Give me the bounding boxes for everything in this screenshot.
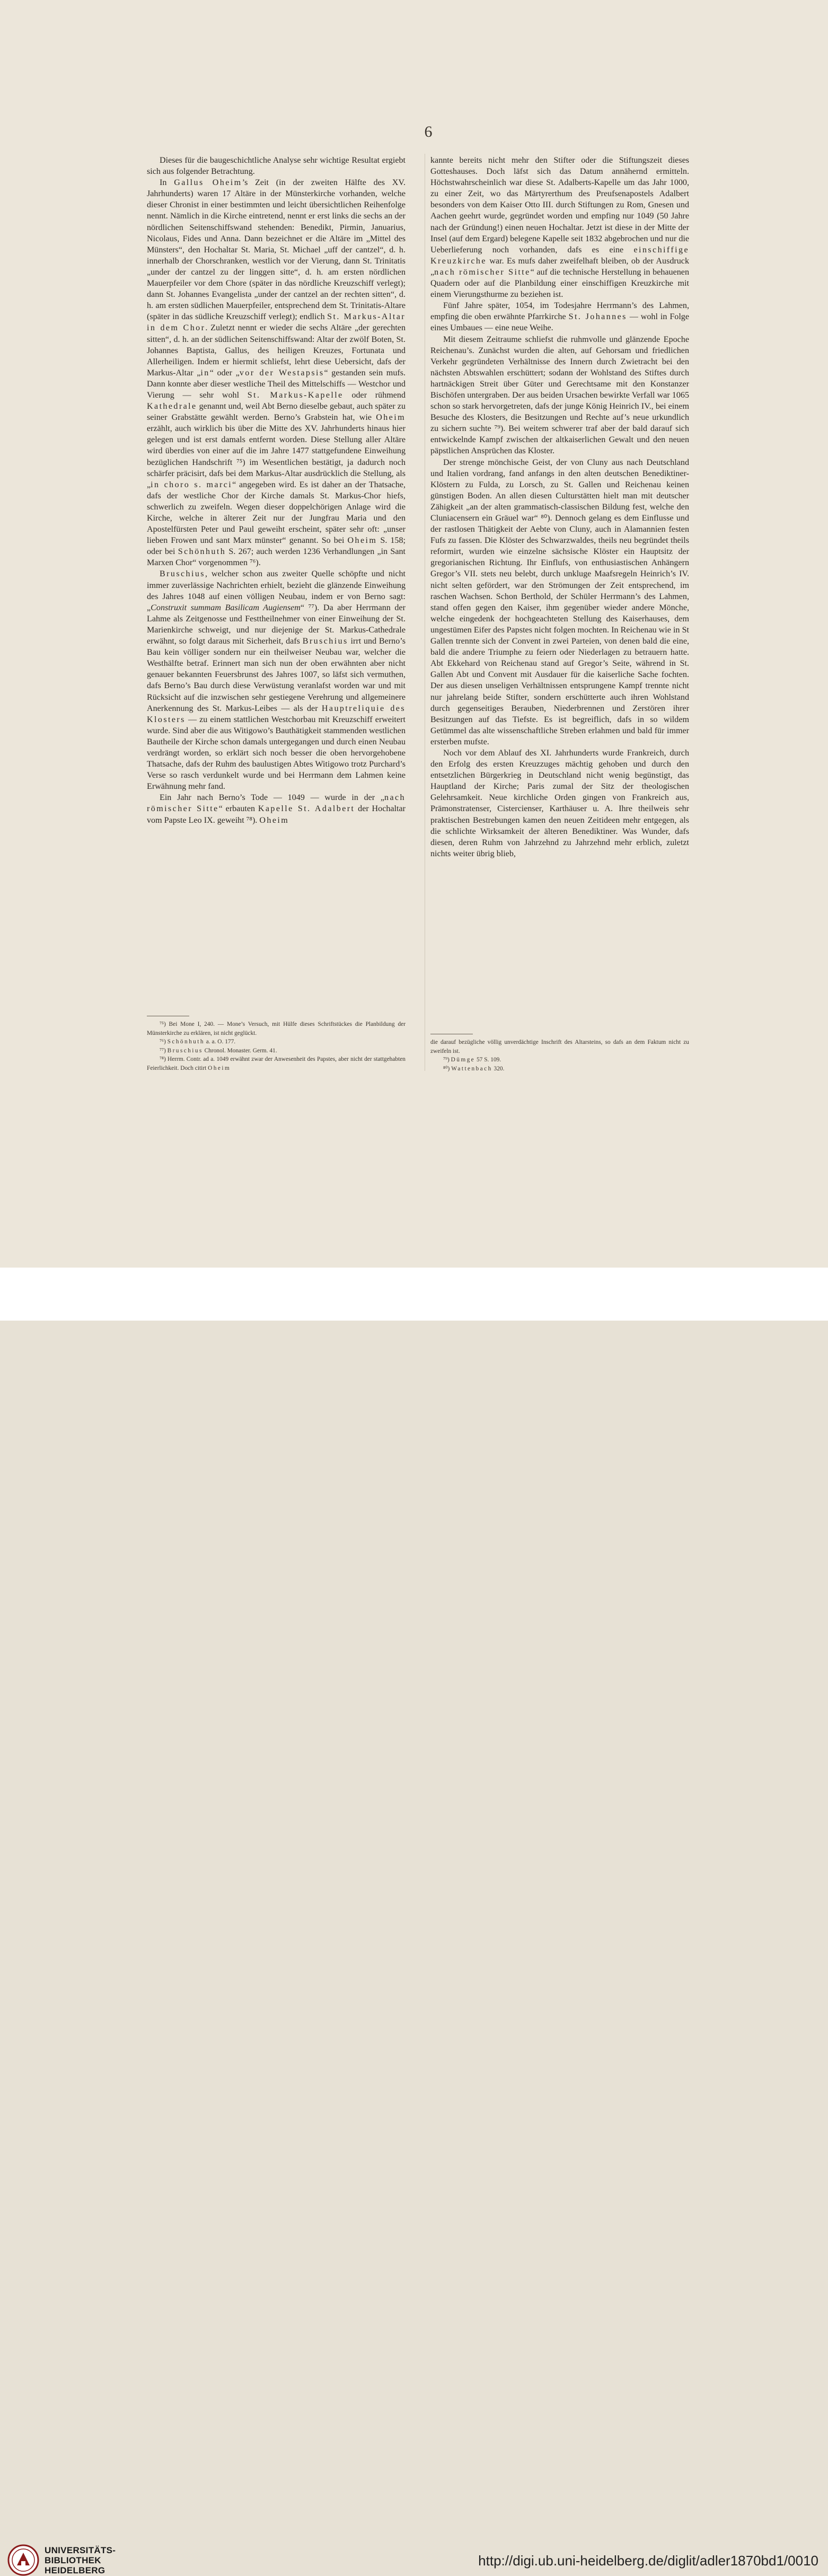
paragraph xyxy=(147,792,406,825)
text-run: 320. xyxy=(492,1065,505,1072)
footnote xyxy=(147,1047,406,1056)
text-run: “ angegeben wird. Es ist daher an der Thatsache, dafs der westliche Chor der Kirche damals St. Markus-Chor hiefs, schwerlich zu zweifeln. Wegen dieser doppelchörigen Anlage wird die Kirche, welche in älterer Zeit nur der Jungfrau Maria und den Apostelfürsten Peter und Paul geweiht erscheint, später sehr oft: „unser lieben Frowen und sant Marx münster“ genannt. So bei xyxy=(147,480,406,546)
text-run: Dieses für die baugeschichtliche Analyse sehr wichtige Resultat ergiebt sich aus folgender Betrachtung. xyxy=(147,156,406,177)
logo-line: BIBLIOTHEK xyxy=(45,2555,101,2565)
spaced-emphasis: Kapelle St. Adalbert xyxy=(258,804,355,814)
spaced-emphasis: nach römischer Sitte xyxy=(434,267,531,277)
spaced-emphasis: vor der Westapsis xyxy=(239,368,324,377)
right-text-column xyxy=(430,155,689,859)
paragraph xyxy=(147,155,406,177)
spaced-emphasis: Oheim xyxy=(376,413,406,423)
viewer-footer xyxy=(0,1268,828,2575)
library-logo-text xyxy=(45,2545,116,2575)
spaced-emphasis: Bruschius xyxy=(302,637,348,646)
spaced-emphasis: Kathedrale xyxy=(147,402,197,411)
paragraph xyxy=(430,334,689,457)
text-run: ⁸⁰) xyxy=(443,1065,452,1072)
spaced-emphasis: Schönhuth xyxy=(178,547,226,557)
text-run: “ erbauten xyxy=(218,804,258,814)
paragraph xyxy=(430,748,689,859)
text-run: genannt und, weil Abt Berno dieselbe gebaut, auch später zu seiner Grabstätte gewählt werden. Berno’s Grabstein hat, wie xyxy=(147,402,406,423)
text-run: ’s Zeit (in der zweiten Hälfte des XV. Jahrhunderts) waren 17 Altäre in der Münsterkirche vorhanden, welche dieser Chronist in einer bestimmten und leicht übersichtlichen Reihenfolge nennt. Nämlich in die Kirche eintretend, nennt er erst links die sechs an der nördlichen Seitenschiffswand stehenden: Benedikt, Pirmin, Januarius, Nicolaus, Fides und Anna. Dann bezeichnet er die Altäre im „Mittel des Münsters“, den Hochaltar St. Maria, St. Michael „uff der cantzel“, d. h. innerhalb der Chorschranken, westlich vor der Vierung, dann St. Trinitatis „under der cantzel zu der linggen sitte“, d. h. am ersten nördlichen Mauerpfeiler vor dem Chore (später in das nördliche Kreuzschiff verlegt); dann St. Johannes Evangelista „under der cantzel an der rechten sitten“, d. h. am ersten südlichen Mauerpfeiler, entsprechend dem St. Trinitatis-Altare (später in das südliche Kreuzschiff verlegt); endlich xyxy=(147,178,406,322)
left-footnotes xyxy=(147,1020,406,1073)
footnote xyxy=(147,1038,406,1047)
paragraph xyxy=(147,177,406,568)
text-run: Chronol. Monaster. Germ. 41. xyxy=(202,1047,277,1054)
text-run: ⁷⁷) xyxy=(160,1047,168,1054)
university-seal-icon xyxy=(7,2544,39,2576)
text-run: “ auf die technische Herstellung in behauenen Quadern oder auf die Planbildung einer einschiffigen Kreuzkirche mit einem Vierungsthurme zu beziehen ist. xyxy=(430,267,689,300)
text-run: erzählt, auch wirklich bis über die Mitte des XV. Jahrhunderts hinaus hier gelegen und ist erst damals entfernt worden. Diese Stellung aller Altäre wird überdies von einer auf die im Jahre 1477 stattgefundene Einweihung bezüglichen Handschrift ⁷⁵) im Wesentlichen bestätigt, ja dadurch noch schärfer präcisirt, dafs bei dem Markus-Altar ausdrücklich die Stellung, als „ xyxy=(147,424,406,489)
spaced-emphasis: nach römischer Sitte xyxy=(147,793,406,814)
text-run: der Hochaltar vom Papste Leo IX. geweiht ⁷⁸). xyxy=(147,804,406,825)
text-run: irrt und Berno’s Bau kein völliger sondern nur ein theilweiser Neubau war, welcher die Westhälfte betraf. Erinnert man sich nun der oben erwähnten aber nicht genauer bekannten Feuersbrunst des Jahres 1007, so läfst sich vermuthen, dafs Berno’s Bau durch diese Verwüstung veranlafst worden war und mit Rücksicht auf die inzwischen sehr gestiegene Verehrung und allgemeinere Anerkennung des St. Markus-Leibes — als der xyxy=(147,637,406,713)
text-run: “ oder „ xyxy=(209,368,240,377)
text-run: Noch vor dem Ablauf des XI. Jahrhunderts wurde Frankreich, durch den Erfolg des ersten Kreuzzuges mächtig gehoben und durch den entsetzlichen Bürgerkrieg in Deutschland nicht wenig begünstigt, das Hauptland der Kirche; Paris zumal der Sitz der theologischen Gelehrsamkeit. Neue kirchliche Orden gingen von Frankreich aus, Prämonstratenser, Cistercienser, Karthäuser u. A. Ihre theilweis sehr praktischen Bestrebungen kamen den neuen Zeitideen mehr entgegen, als die schlichte Wirksamkeit der älteren Benediktiner. Was Wunder, dafs diesen, deren Ruhm von Jahrzehnd zu Jahrzehnd mehr erblich, zuletzt nichts weiter übrig blieb, xyxy=(430,748,689,858)
spaced-emphasis: St. Markus-Kapelle xyxy=(247,390,343,400)
spaced-emphasis: in choro s. marci xyxy=(151,480,233,489)
footnote xyxy=(147,1055,406,1072)
text-run: die darauf bezügliche völlig unverdächtige Inschrift des Altarsteins, so dafs an dem Faktum nicht zu zweifeln ist. xyxy=(430,1039,689,1054)
spaced-emphasis: Schönhuth xyxy=(167,1039,205,1045)
text-run: . Zuletzt nennt er wieder die sechs Altäre „der gerechten sitten“, d. h. an der südlichen Seitenschiffswand: Altar der zwölf Boten, St. Johannes Baptista, Gallus, des heiligen Kreuzes, Fortunata und Allerheiligen. Indem er hiermit schliefst, lehrt diese Uebersicht, dafs der Markus-Altar „ xyxy=(147,323,406,377)
spaced-emphasis: St. Johannes xyxy=(568,312,627,322)
text-run: Fünf Jahre später, 1054, im Todesjahre Herrmann’s des Lahmen, empfing die oben erwähnte Pfarrkirche xyxy=(430,301,689,322)
text-run: — zu einem stattlichen Westchorbau mit Kreuzschiff erweitert wurde. Sind aber die aus Witigowo’s Bauthätigkeit stammenden westlichen Bautheile der Kirche schon damals untergegangen und durch einen Neubau verdrängt worden, so erklärt sich noch besser die oben hervorgehobene Thatsache, dafs der Ruhm des baulustigen Abtes Witigowo trotz Purchard’s Verse so rasch verdunkelt wurde und bei Herrmann dem Lahmen keine Erwähnung mehr fand. xyxy=(147,715,406,792)
text-run: Mit diesem Zeitraume schliefst die ruhmvolle und glänzende Epoche Reichenau’s. Zunächst wurden die alten, auf Gehorsam und friedlichen Verkehr gegründeten Verhältnisse des Innern durch Zwietracht bei den nächsten Abtswahlen erschüttert; sodann der Wohlstand des Stiftes durch hartnäckigen Streit über Güter und Gerechtsame mit den Konstanzer Bischöfen untergraben. Der aus beiden Ursachen bewirkte Verfall war 1065 schon so stark hervorgetreten, dafs der junge König Heinrich IV., bei einem Besuche des Klosters, die Besitzungen und Rechte auf’s neue urkundlich zu sichern suchte ⁷⁹). Bei weitem schwerer traf aber der bald darauf sich entwickelnde Kampf zwischen der altkaiserlichen Gewalt und den neuen päpstlichen Ansprüchen das Kloster. xyxy=(430,335,689,456)
paragraph xyxy=(430,457,689,748)
logo-line: HEIDELBERG xyxy=(45,2565,105,2575)
text-run: ⁷⁹) xyxy=(443,1057,451,1063)
paragraph xyxy=(430,155,689,300)
paragraph xyxy=(430,300,689,333)
footnote xyxy=(430,1065,689,1074)
footnote xyxy=(430,1056,689,1065)
text-run: kannte bereits nicht mehr den Stifter oder die Stiftungszeit dieses Gotteshauses. Doch läfst sich das Datum annähernd ermitteln. Höchstwahrscheinlich war diese St. Adalberts-Kapelle um das Jahr 1000, zu einer Zeit, wo das Märtyrerthum des Preufsenapostels Adalbert besonders von dem Kaiser Otto III. durch Stiftungen zu Rom, Gnesen und Aachen geehrt wurde, gegründet worden und empfing nur 1049 (50 Jahre nach der Gründung!) einen neuen Hochaltar. Jetzt ist diese in der Mitte der Insel (auf dem Ergard) belegene Kapelle seit 1832 abgebrochen und nur die Ueberlieferung noch vorhanden, dafs es eine xyxy=(430,156,689,254)
spaced-emphasis: Dümge xyxy=(451,1057,475,1063)
text-run: “ gestanden sein mufs. Dann konnte aber dieser westliche Theil des Mittelschiffs — Westchor und Vierung — sehr wohl xyxy=(147,368,406,400)
spaced-emphasis: Oheim xyxy=(208,1065,231,1071)
spaced-emphasis: Wattenbach xyxy=(451,1065,492,1072)
paragraph xyxy=(147,568,406,792)
left-text-column xyxy=(147,155,406,826)
spaced-emphasis: Bruschius xyxy=(160,569,205,579)
spaced-emphasis: St. Markus-Altar in dem Chor xyxy=(147,312,406,333)
page-number: 6 xyxy=(424,123,433,140)
text-run: S. 158; oder bei xyxy=(147,536,406,557)
text-run: S. 267; auch werden 1236 Verhandlungen „in Sant Marxen Chor“ vorgenommen ⁷⁶). xyxy=(147,547,406,568)
footnote xyxy=(430,1038,689,1056)
spaced-emphasis: Bruschius xyxy=(167,1047,203,1054)
text-run: In xyxy=(160,178,174,188)
text-run: Der strenge mönchische Geist, der von Cluny aus nach Deutschland und Italien vordrang, fand anfangs in den alten deutschen Benediktiner-Klöstern zu Fulda, zu Lorsch, zu St. Gallen und Reichenau keinen günstigen Boden. An allen diesen Culturstätten hielt man mit deutscher Zähigkeit „an der alten grammatisch-classischen Bildung fest, welche den Cluniacensern ein Gräuel war“ ⁸⁰). Dennoch gelang es dem Einflusse und der rastlosen Thätigkeit der Aebte von Cluny, auch in Alamannien festen Fufs zu fassen. Die Klöster des Schwarzwaldes, theils neu begründet theils reformirt, wurden wie einzelne sächsische Klöster ein Hauptsitz der gregorianischen Richtung. Ihr Einflufs, von enthusiastischen Anhängern Gregor’s VII. stets neu belebt, durch unkluge Maafsregeln Heinrich’s IV. nicht selten gefördert, war den Strömungen der Zeit entsprechend, im raschen Wachsen. Schon Berthold, der Schüler Herrmann’s des Lahmen, stand offen gegen den Kaiser, ihm gegenüber wieder andere Mönche, welche eingedenk der hochgeachteten Stellung des Kaiserhauses, dem ungestümen Eifer des Papstes nicht folgen mochten. In Reichenau wie in St Gallen trennte sich der Convent in zwei Parteien, von denen bald die eine, bald die andere Triumphe zu feiern oder Niederlagen zu betrauern hatte. Abt Ekkehard von Reichenau stand auf Gregor’s Seite, während in St. Gallen Abt und Convent mit Ausdauer für die kaiserliche Sache fochten. Der aus diesen unseligen Verhältnissen entsprungene Kampf trennte nicht nur jahrelang beide Stifter, sondern erschütterte auch ihren Wohlstand durch gegenseitiges Berauben, Niederbrennen und Zerstören ihrer Besitzungen auf das Tiefste. Es ist begreiflich, dafs in so wildem Getümmel das alte wissenschaftliche Streben erlahmen und bald für immer ersterben mufste. xyxy=(430,458,689,746)
text-run: — wohl in Folge eines Umbaues — eine neue Weihe. xyxy=(430,312,689,333)
text-run: war. Es mufs daher zweifelhaft bleiben, ob der Ausdruck „ xyxy=(430,256,689,277)
italic-quote: Construxit summam Basilicam Augiensem xyxy=(151,603,301,612)
text-run: “ ⁷⁷). Da aber Herrmann der Lahme als Zeitgenosse und Festtheilnehmer von einer Einweihung der St. Marienkirche schweigt, und nur diejenige der St. Markus-Cathedrale erwähnt, so folgt daraus mit Sicherheit, dafs xyxy=(147,603,406,646)
right-footnotes xyxy=(430,1038,689,1073)
scanned-page xyxy=(0,0,828,1268)
text-run: ⁷⁵) Bei Mone I, 240. — Mone’s Versuch, mit Hülfe dieses Schriftstückes die Planbildung der Münsterkirche zu erklären, ist nicht geglückt. xyxy=(147,1021,406,1036)
text-run: Ein Jahr nach Berno’s Tode — 1049 — wurde in der „ xyxy=(160,793,385,803)
text-run: oder rühmend xyxy=(343,390,406,400)
spaced-emphasis: Hauptreliquie des Klosters xyxy=(147,704,406,724)
page-url[interactable]: http://digi.ub.uni-heidelberg.de/diglit/adler1870bd1/0010 xyxy=(478,2553,818,2569)
logo-line: UNIVERSITÄTS- xyxy=(45,2545,116,2555)
spaced-emphasis: Oheim xyxy=(347,536,377,546)
spaced-emphasis: Gallus Oheim xyxy=(174,178,242,188)
text-run: ⁷⁸) Herrm. Contr. ad a. 1049 erwähnt zwar der Anwesenheit des Papstes, aber nicht der stattgehabten Feierlichkeit. Doch citirt xyxy=(147,1056,406,1071)
text-run: , welcher schon aus zweiter Quelle schöpfte und nicht immer zuverlässige Nachrichten erhielt, bezieht die glänzende Einweihung des Jahres 1048 auf einen völligen Neubau, indem er von Berno sagt: „ xyxy=(147,569,406,612)
spaced-emphasis: einschiffige Kreuzkirche xyxy=(430,245,689,266)
footnote xyxy=(147,1020,406,1038)
spaced-emphasis: Oheim xyxy=(259,815,289,825)
text-run: 57 S. 109. xyxy=(475,1057,501,1063)
spaced-emphasis: in xyxy=(200,368,210,377)
text-run: ⁷⁶) xyxy=(160,1039,168,1045)
text-run: a. a. O. 177. xyxy=(204,1039,236,1045)
